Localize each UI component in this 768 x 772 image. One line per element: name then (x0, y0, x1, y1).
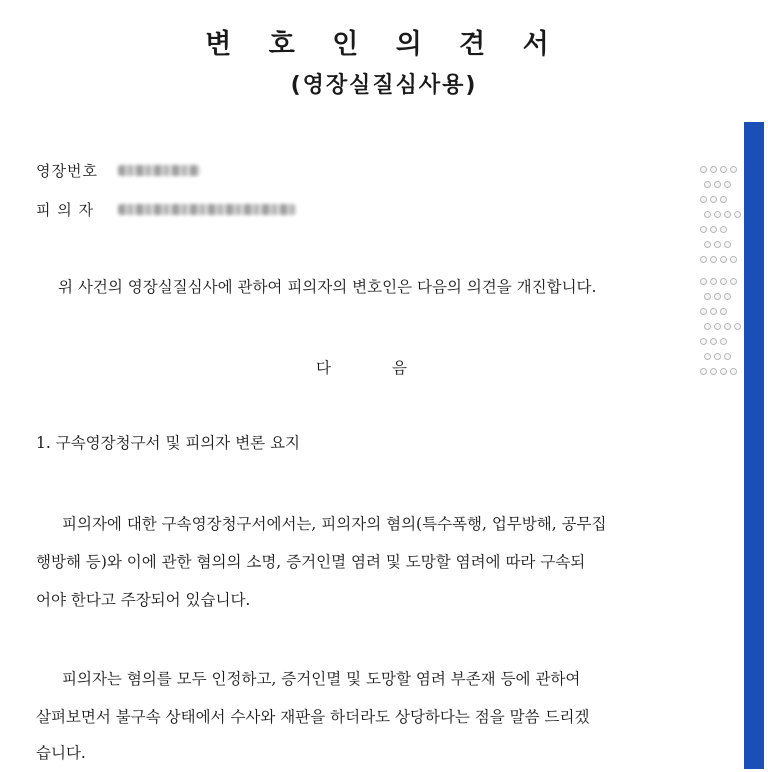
perforation-hole (710, 256, 717, 263)
perforation-hole (700, 166, 707, 173)
perforation-hole (730, 368, 737, 375)
perforation-hole (710, 368, 717, 375)
perforation-hole (724, 353, 731, 360)
perforation-hole (724, 323, 731, 330)
perforation-hole (724, 241, 731, 248)
perforation-hole (700, 196, 707, 203)
redacted-warrant-number (118, 165, 200, 176)
perforation-hole (704, 293, 711, 300)
document-title: 변 호 인 의 견 서 (205, 29, 563, 60)
perforation-hole (704, 353, 711, 360)
intro-paragraph: 위 사건의 영장실질심사에 관하여 피의자의 변호인은 다음의 의견을 개진합니다. (58, 278, 597, 296)
paragraph-2-line: 습니다. (36, 744, 86, 762)
perforation-hole (720, 308, 727, 315)
perforation-hole (720, 196, 727, 203)
perforation-hole (700, 256, 707, 263)
perforation-hole (704, 181, 711, 188)
perforation-hole (710, 196, 717, 203)
redacted-suspect-name (118, 204, 296, 215)
paragraph-1-line: 행방해 등)와 이에 관한 혐의의 소명, 증거인멸 염려 및 도망할 염려에 따라 구속되 (36, 553, 586, 571)
paragraph-1-line: 어야 한다고 주장되어 있습니다. (36, 591, 251, 609)
perforation-hole (720, 256, 727, 263)
perforation-hole (714, 293, 721, 300)
perforation-hole (700, 278, 707, 285)
perforation-hole (704, 241, 711, 248)
perforation-hole (710, 338, 717, 345)
center-heading-right: 음 (392, 359, 407, 377)
center-heading-left: 다 (316, 359, 331, 377)
perforation-hole (724, 181, 731, 188)
perforation-hole (734, 211, 741, 218)
perforation-hole (700, 368, 707, 375)
warrant-number-field (36, 160, 200, 181)
perforation-hole (714, 241, 721, 248)
perforation-hole (710, 278, 717, 285)
perforation-hole (714, 353, 721, 360)
perforation-hole (704, 211, 711, 218)
perforation-hole (730, 256, 737, 263)
perforation-hole (710, 166, 717, 173)
perforation-hole (710, 308, 717, 315)
perforation-hole (720, 278, 727, 285)
perforation-hole (714, 211, 721, 218)
perforation-hole (720, 226, 727, 233)
perforation-hole (714, 323, 721, 330)
perforation-hole (700, 308, 707, 315)
section1-heading: 1. 구속영장청구서 및 피의자 변론 요지 (36, 434, 301, 452)
suspect-label: 피 의 자 (36, 201, 95, 219)
perforation-hole (704, 323, 711, 330)
perforation-hole (714, 181, 721, 188)
perforation-hole (734, 323, 741, 330)
document-subtitle: (영장실질심사용) (290, 73, 478, 98)
warrant-number-label: 영장번호 (36, 162, 98, 180)
edge-blue-bar (744, 122, 764, 769)
paragraph-1-line: 피의자에 대한 구속영장청구서에서는, 피의자의 혐의(특수폭행, 업무방해, 공무집 (62, 515, 607, 533)
perforation-hole (730, 166, 737, 173)
perforation-hole (710, 226, 717, 233)
perforation-hole (720, 166, 727, 173)
perforation-hole (724, 293, 731, 300)
perforation-hole (724, 211, 731, 218)
paragraph-2-line: 피의자는 혐의를 모두 인정하고, 증거인멸 및 도망할 염려 부존재 등에 관하여 (62, 670, 581, 688)
perforation-hole (700, 226, 707, 233)
perforation-hole (720, 368, 727, 375)
perforation-hole (730, 278, 737, 285)
perforation-hole (700, 338, 707, 345)
perforation-hole (720, 338, 727, 345)
suspect-field (36, 199, 296, 220)
paragraph-2-line: 살펴보면서 불구속 상태에서 수사와 재판을 하더라도 상당하다는 점을 말씀 드리겠 (36, 708, 590, 726)
